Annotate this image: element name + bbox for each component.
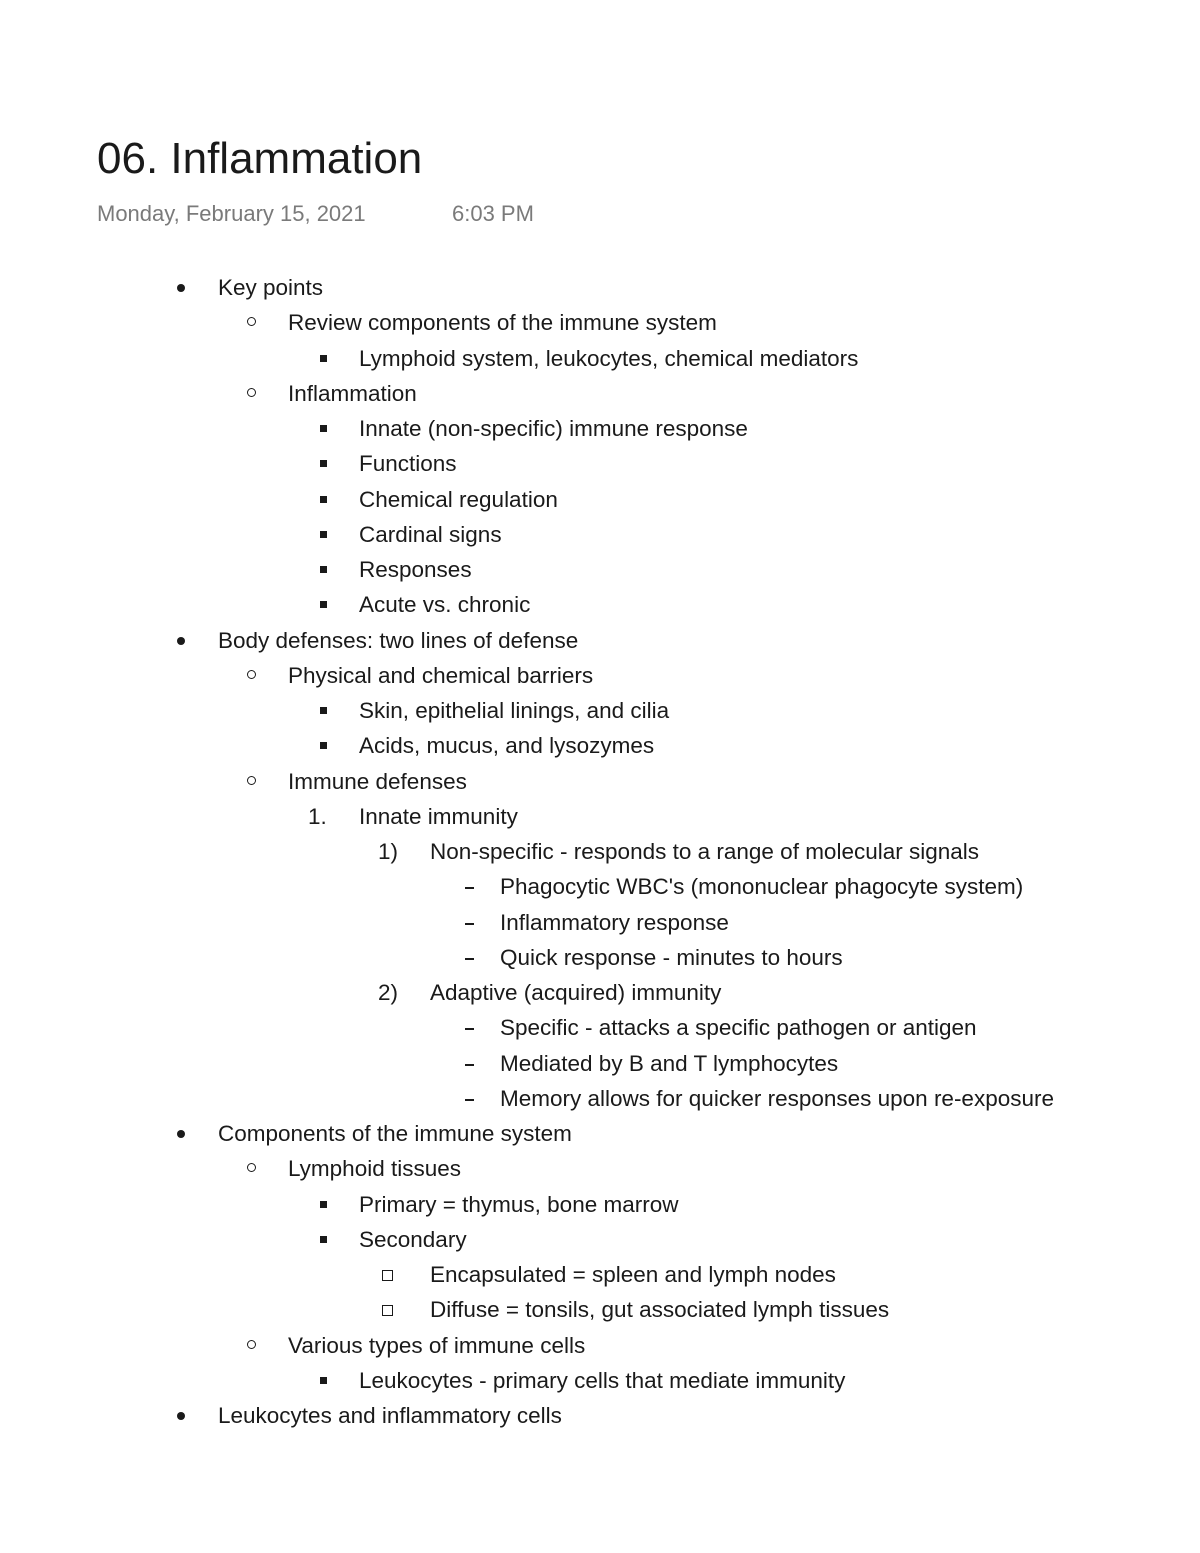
bullet-box-icon [380,1292,396,1327]
outline-item-text: Body defenses: two lines of defense [218,627,579,653]
list-number: 2) [378,980,399,1005]
outline-item-text: Secondary [359,1226,467,1252]
bullet-dash-icon [463,1081,479,1116]
outline-item-text: Key points [218,275,324,300]
outline-item-text: Chemical regulation [359,486,558,512]
outline-item-text: Skin, epithelial linings, and cilia [359,698,670,723]
outline-item-text: Various types of immune cells [288,1332,586,1358]
bullet-square-icon [318,1363,334,1398]
outline-item-text: Acids, mucus, and lysozymes [359,733,655,759]
bullet-square-icon [318,1222,334,1257]
bullet-square-icon [318,517,334,552]
bullet-circle-icon [245,1151,261,1186]
bullet-square-icon [318,587,334,622]
bullet-disc-icon [175,1116,191,1151]
note-time: 6:03 PM [452,201,534,226]
bullet-square-icon [318,1187,334,1222]
note-date: Monday, February 15, 2021 [97,201,366,226]
bullet-square-icon [318,341,334,376]
bullet-dash-icon [463,1010,479,1045]
bullet-circle-icon [245,658,261,693]
outline-item-text: Diffuse = tonsils, gut associated lymph tissues [430,1297,890,1323]
bullet-square-icon [318,693,334,728]
bullet-square-icon [318,411,334,446]
bullet-dash-icon [463,1046,479,1081]
page-title: 06. Inflammation [97,134,423,183]
outline-item-text: Encapsulated = spleen and lymph nodes [430,1262,836,1287]
outline-item-text: Physical and chemical barriers [288,662,594,688]
bullet-dash-icon [463,869,479,904]
bullet-circle-icon [245,376,261,411]
outline-item-text: Non-specific - responds to a range of molecular signals [430,839,980,864]
list-number: 1. [308,803,327,829]
outline-item-text: Lymphoid tissues [288,1156,462,1182]
outline-item-text: Leukocytes - primary cells that mediate immunity [359,1367,846,1393]
outline-item-text: Innate (non-specific) immune response [359,416,748,441]
bullet-circle-icon [245,1328,261,1363]
outline-item-text: Functions [359,451,457,477]
bullet-disc-icon [175,270,191,305]
outline-item-text: Specific - attacks a specific pathogen or antigen [500,1015,977,1041]
outline-item-text: Memory allows for quicker responses upon re-exposure [500,1085,1054,1111]
bullet-disc-icon [175,623,191,658]
bullet-circle-icon [245,764,261,799]
bullet-circle-icon [245,305,261,340]
bullet-dash-icon [463,905,479,940]
bullet-disc-icon [175,1398,191,1433]
bullet-square-icon [318,552,334,587]
outline-item-text: Responses [359,557,472,582]
bullet-square-icon [318,728,334,763]
outline-item-text: Cardinal signs [359,521,502,547]
outline-item-text: Immune defenses [288,768,467,794]
outline-item-text: Mediated by B and T lymphocytes [500,1050,839,1076]
outline-item-text: Quick response - minutes to hours [500,944,843,970]
outline-item-text: Review components of the immune system [288,310,717,336]
outline-item-text: Phagocytic WBC's (mononuclear phagocyte system) [500,874,1024,900]
bullet-box-icon [380,1257,396,1292]
bullet-square-icon [318,446,334,481]
outline-item-text: Innate immunity [359,803,518,829]
outline-item-text: Components of the immune system [218,1121,572,1146]
list-number: 1) [378,839,399,864]
outline-item-text: Primary = thymus, bone marrow [359,1191,679,1217]
outline-item-text: Leukocytes and inflammatory cells [218,1403,562,1428]
bullet-dash-icon [463,940,479,975]
outline-item-text: Lymphoid system, leukocytes, chemical mediators [359,345,859,371]
outline-item-text: Inflammation [288,380,417,406]
bullet-square-icon [318,482,334,517]
outline-item-text: Acute vs. chronic [359,592,531,618]
outline-item-text: Inflammatory response [500,909,729,935]
outline-item-text: Adaptive (acquired) immunity [430,980,722,1005]
